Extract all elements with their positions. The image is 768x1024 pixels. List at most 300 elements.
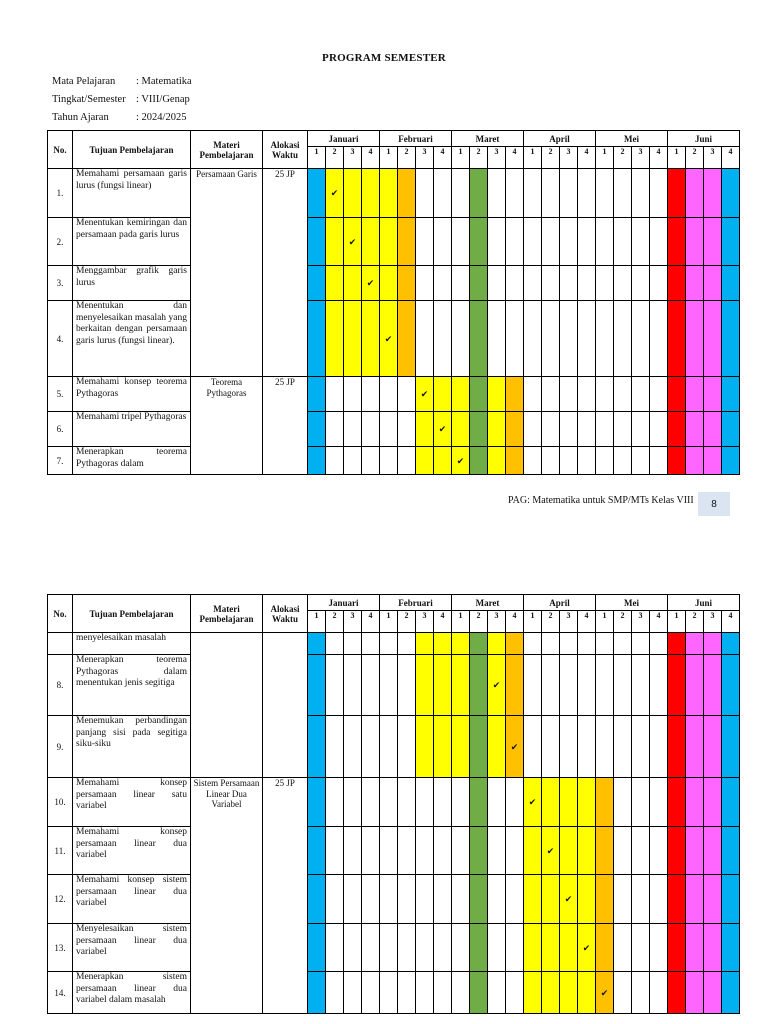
- check-icon: ✔: [456, 455, 465, 466]
- week-cell: [308, 972, 326, 1014]
- week-cell: [362, 301, 380, 377]
- week-cell: [596, 924, 614, 972]
- week-cell: [488, 924, 506, 972]
- week-cell: [596, 218, 614, 266]
- week-cell: [506, 827, 524, 875]
- week-cell: [362, 655, 380, 716]
- week-cell: [632, 301, 650, 377]
- week-cell: [452, 447, 470, 475]
- week-cell: [704, 412, 722, 447]
- week-header: 4: [650, 611, 668, 633]
- document-title: PROGRAM SEMESTER: [322, 52, 446, 64]
- week-cell: [380, 716, 398, 778]
- week-cell: [434, 924, 452, 972]
- month-header: Maret: [452, 131, 524, 147]
- week-cell: [488, 218, 506, 266]
- week-cell: [470, 827, 488, 875]
- week-header: 3: [560, 147, 578, 169]
- week-cell: [398, 412, 416, 447]
- week-cell: [524, 218, 542, 266]
- week-cell: [704, 924, 722, 972]
- week-cell: [344, 655, 362, 716]
- week-cell: [344, 218, 362, 266]
- week-cell: [398, 266, 416, 301]
- row-number: 14.: [48, 972, 73, 1014]
- week-header: 4: [362, 147, 380, 169]
- week-cell: [326, 301, 344, 377]
- week-cell: [614, 301, 632, 377]
- week-cell: [452, 633, 470, 655]
- week-header: 3: [416, 147, 434, 169]
- week-cell: [416, 412, 434, 447]
- week-cell: [686, 266, 704, 301]
- table-row: [48, 301, 740, 377]
- week-cell: [632, 169, 650, 218]
- program-table-page-9: [47, 594, 740, 1014]
- week-header: 1: [524, 611, 542, 633]
- week-cell: [308, 716, 326, 778]
- week-cell: [578, 169, 596, 218]
- week-cell: [596, 827, 614, 875]
- week-header: 4: [362, 611, 380, 633]
- week-cell: [506, 301, 524, 377]
- week-header: 3: [416, 611, 434, 633]
- week-cell: [722, 924, 740, 972]
- week-cell: [362, 447, 380, 475]
- row-number: 11.: [48, 827, 73, 875]
- week-cell: [308, 169, 326, 218]
- week-cell: [398, 633, 416, 655]
- week-cell: [632, 924, 650, 972]
- week-header: 4: [434, 147, 452, 169]
- week-cell: [596, 447, 614, 475]
- week-cell: [578, 377, 596, 412]
- week-cell: [380, 377, 398, 412]
- week-cell: [578, 827, 596, 875]
- week-cell: [650, 169, 668, 218]
- week-cell: [650, 778, 668, 827]
- week-cell: [506, 377, 524, 412]
- week-cell: [704, 169, 722, 218]
- week-cell: [596, 972, 614, 1014]
- month-header: Maret: [452, 595, 524, 611]
- check-icon: ✔: [420, 389, 429, 399]
- week-cell: [704, 301, 722, 377]
- week-cell: [686, 716, 704, 778]
- week-cell: [434, 633, 452, 655]
- week-cell: [704, 827, 722, 875]
- week-header: 2: [542, 147, 560, 169]
- week-cell: [488, 972, 506, 1014]
- row-number: 8.: [48, 655, 73, 716]
- table-row: [48, 169, 740, 218]
- week-cell: [650, 827, 668, 875]
- week-cell: [596, 377, 614, 412]
- check-icon: ✔: [564, 894, 573, 904]
- week-cell: [452, 377, 470, 412]
- week-header: 1: [596, 611, 614, 633]
- week-cell: [398, 447, 416, 475]
- week-cell: [614, 875, 632, 924]
- alokasi-cell: 25 JP: [263, 778, 308, 1014]
- table-row: [48, 716, 740, 778]
- table-row: [48, 875, 740, 924]
- week-cell: [524, 301, 542, 377]
- learning-objective: Memahami konsep sistem persamaan linear dua variabel: [73, 875, 191, 924]
- week-cell: [344, 447, 362, 475]
- week-cell: [578, 266, 596, 301]
- week-cell: [416, 827, 434, 875]
- check-icon: ✔: [510, 741, 519, 752]
- week-cell: [362, 266, 380, 301]
- week-header: 2: [614, 147, 632, 169]
- week-cell: [722, 972, 740, 1014]
- week-cell: [488, 266, 506, 301]
- week-cell: [380, 412, 398, 447]
- week-header: 1: [380, 147, 398, 169]
- week-cell: [704, 716, 722, 778]
- week-cell: [686, 169, 704, 218]
- week-cell: [308, 827, 326, 875]
- week-cell: [542, 301, 560, 377]
- month-header: April: [524, 131, 596, 147]
- week-cell: [560, 301, 578, 377]
- week-cell: [434, 377, 452, 412]
- week-cell: [632, 778, 650, 827]
- week-cell: [344, 875, 362, 924]
- week-cell: [506, 633, 524, 655]
- week-cell: [560, 266, 578, 301]
- week-cell: [704, 655, 722, 716]
- week-cell: [524, 655, 542, 716]
- meta-label: Mata Pelajaran: [52, 76, 116, 87]
- week-cell: [560, 924, 578, 972]
- week-cell: [344, 301, 362, 377]
- month-header: Juni: [668, 595, 740, 611]
- row-number: 10.: [48, 778, 73, 827]
- week-cell: [578, 875, 596, 924]
- week-cell: [344, 972, 362, 1014]
- week-cell: [722, 778, 740, 827]
- check-icon: ✔: [546, 845, 555, 856]
- check-icon: ✔: [330, 188, 339, 198]
- week-cell: [434, 266, 452, 301]
- week-cell: [668, 924, 686, 972]
- week-header: 4: [578, 147, 596, 169]
- week-cell: [308, 218, 326, 266]
- week-cell: [380, 218, 398, 266]
- header-materi: Materi Pembelajaran: [191, 595, 263, 633]
- week-cell: [362, 778, 380, 827]
- week-cell: [344, 412, 362, 447]
- week-cell: [560, 778, 578, 827]
- header-no: No.: [48, 595, 73, 633]
- row-number: 2.: [48, 218, 73, 266]
- week-cell: [614, 633, 632, 655]
- week-cell: [326, 924, 344, 972]
- week-cell: [398, 301, 416, 377]
- table-row: [48, 218, 740, 266]
- row-number: 9.: [48, 716, 73, 778]
- week-cell: [614, 412, 632, 447]
- week-cell: [506, 716, 524, 778]
- week-cell: [362, 875, 380, 924]
- week-cell: [614, 778, 632, 827]
- week-header: 2: [686, 147, 704, 169]
- week-cell: [596, 778, 614, 827]
- week-cell: [434, 169, 452, 218]
- week-cell: [596, 412, 614, 447]
- week-cell: [470, 377, 488, 412]
- week-cell: [434, 827, 452, 875]
- week-cell: [488, 716, 506, 778]
- header-alokasi: Alokasi Waktu: [263, 595, 308, 633]
- week-cell: [578, 218, 596, 266]
- week-cell: [722, 447, 740, 475]
- week-cell: [380, 655, 398, 716]
- row-number: 13.: [48, 924, 73, 972]
- week-header: 3: [632, 611, 650, 633]
- week-cell: [704, 266, 722, 301]
- week-cell: [578, 412, 596, 447]
- week-cell: [344, 924, 362, 972]
- week-cell: [344, 633, 362, 655]
- week-cell: [668, 875, 686, 924]
- week-cell: [488, 633, 506, 655]
- learning-objective: Menentukan kemiringan dan persamaan pada garis lurus: [73, 218, 191, 266]
- learning-objective: Memahami tripel Pythagoras: [73, 412, 191, 447]
- week-header: 2: [326, 611, 344, 633]
- week-cell: [524, 412, 542, 447]
- week-header: 3: [344, 611, 362, 633]
- week-cell: [506, 447, 524, 475]
- week-cell: [686, 218, 704, 266]
- week-header: 1: [308, 147, 326, 169]
- week-cell: [506, 169, 524, 218]
- week-cell: [614, 169, 632, 218]
- week-cell: [488, 827, 506, 875]
- week-cell: [632, 655, 650, 716]
- week-cell: [452, 875, 470, 924]
- footer-text: PAG: Matematika untuk SMP/MTs Kelas VIII: [508, 495, 694, 506]
- week-cell: [704, 875, 722, 924]
- week-cell: [650, 972, 668, 1014]
- table-row: [48, 377, 740, 412]
- week-header: 1: [668, 611, 686, 633]
- week-cell: [452, 412, 470, 447]
- header-tujuan: Tujuan Pembelajaran: [73, 595, 191, 633]
- learning-objective: Menerapkan teorema Pythagoras dalam menentukan jenis segitiga: [73, 655, 191, 716]
- week-cell: [344, 827, 362, 875]
- week-cell: [542, 447, 560, 475]
- week-header: 4: [578, 611, 596, 633]
- week-cell: [668, 972, 686, 1014]
- table-row: [48, 778, 740, 827]
- materi-cell: Sistem Persamaan Linear Dua Variabel: [191, 778, 263, 1014]
- week-cell: [668, 778, 686, 827]
- week-cell: [560, 972, 578, 1014]
- week-cell: [560, 412, 578, 447]
- week-cell: [650, 447, 668, 475]
- meta-label: Tingkat/Semester: [52, 94, 126, 105]
- month-header: Februari: [380, 131, 452, 147]
- week-cell: [398, 716, 416, 778]
- week-header: 3: [488, 611, 506, 633]
- week-cell: [326, 875, 344, 924]
- week-cell: [668, 218, 686, 266]
- week-cell: [632, 218, 650, 266]
- check-icon: ✔: [366, 278, 375, 288]
- month-header: Mei: [596, 595, 668, 611]
- week-cell: [686, 778, 704, 827]
- week-cell: [560, 633, 578, 655]
- week-cell: [686, 447, 704, 475]
- week-header: 2: [398, 611, 416, 633]
- row-number: 3.: [48, 266, 73, 301]
- row-number: 6.: [48, 412, 73, 447]
- week-cell: [380, 169, 398, 218]
- month-header: Februari: [380, 595, 452, 611]
- week-cell: [650, 266, 668, 301]
- week-cell: [578, 633, 596, 655]
- week-cell: [524, 633, 542, 655]
- week-cell: [452, 972, 470, 1014]
- week-header: 4: [506, 611, 524, 633]
- week-cell: [398, 655, 416, 716]
- week-cell: [524, 169, 542, 218]
- week-cell: [560, 218, 578, 266]
- week-cell: [560, 827, 578, 875]
- week-cell: [578, 716, 596, 778]
- materi-cell: [191, 633, 263, 778]
- learning-objective: Memahami konsep teorema Pythagoras: [73, 377, 191, 412]
- week-cell: [362, 377, 380, 412]
- header-materi: Materi Pembelajaran: [191, 131, 263, 169]
- check-icon: ✔: [528, 797, 537, 807]
- header-no: No.: [48, 131, 73, 169]
- week-cell: [380, 778, 398, 827]
- week-cell: [506, 924, 524, 972]
- week-header: 1: [308, 611, 326, 633]
- week-cell: [542, 716, 560, 778]
- header-row-months: [48, 595, 740, 611]
- week-cell: [308, 778, 326, 827]
- week-cell: [722, 655, 740, 716]
- week-cell: [542, 377, 560, 412]
- week-cell: [416, 716, 434, 778]
- week-cell: [416, 447, 434, 475]
- week-header: 1: [380, 611, 398, 633]
- week-cell: [344, 778, 362, 827]
- week-header: 4: [434, 611, 452, 633]
- week-cell: [398, 972, 416, 1014]
- week-cell: [632, 972, 650, 1014]
- week-cell: [614, 972, 632, 1014]
- week-cell: [344, 169, 362, 218]
- week-cell: [326, 169, 344, 218]
- week-cell: [686, 827, 704, 875]
- week-cell: [560, 169, 578, 218]
- week-cell: [524, 875, 542, 924]
- week-cell: [542, 266, 560, 301]
- meta-value: : 2024/2025: [136, 112, 187, 123]
- week-header: 3: [344, 147, 362, 169]
- week-cell: [488, 301, 506, 377]
- week-cell: [668, 633, 686, 655]
- week-cell: [452, 716, 470, 778]
- week-cell: [668, 412, 686, 447]
- week-cell: [650, 633, 668, 655]
- week-cell: [542, 218, 560, 266]
- week-cell: [308, 266, 326, 301]
- week-cell: [434, 875, 452, 924]
- week-cell: [470, 924, 488, 972]
- week-cell: [614, 447, 632, 475]
- week-cell: [506, 972, 524, 1014]
- week-cell: [596, 301, 614, 377]
- week-cell: [488, 875, 506, 924]
- meta-row-subject: [52, 73, 192, 91]
- week-header: 4: [722, 147, 740, 169]
- week-header: 3: [632, 147, 650, 169]
- week-cell: [632, 633, 650, 655]
- learning-objective: menyelesaikan masalah: [73, 633, 191, 655]
- week-cell: [416, 633, 434, 655]
- week-cell: [524, 377, 542, 412]
- week-cell: [542, 924, 560, 972]
- row-number: 5.: [48, 377, 73, 412]
- week-cell: [326, 778, 344, 827]
- week-cell: [650, 218, 668, 266]
- week-cell: [560, 447, 578, 475]
- learning-objective: Memahami persamaan garis lurus (fungsi linear): [73, 169, 191, 218]
- week-cell: [488, 169, 506, 218]
- week-cell: [308, 301, 326, 377]
- week-cell: [398, 377, 416, 412]
- week-cell: [704, 447, 722, 475]
- week-cell: [632, 412, 650, 447]
- week-cell: [632, 377, 650, 412]
- table-row: [48, 827, 740, 875]
- week-cell: [308, 412, 326, 447]
- week-cell: [722, 716, 740, 778]
- week-cell: [362, 716, 380, 778]
- alokasi-cell: [263, 633, 308, 778]
- week-cell: [650, 655, 668, 716]
- check-icon: ✔: [492, 680, 501, 690]
- week-cell: [542, 169, 560, 218]
- table-row: [48, 655, 740, 716]
- week-cell: [398, 169, 416, 218]
- week-cell: [668, 169, 686, 218]
- week-cell: [506, 412, 524, 447]
- week-cell: [308, 875, 326, 924]
- table-row: [48, 633, 740, 655]
- week-cell: [542, 827, 560, 875]
- learning-objective: Menerapkan teorema Pythagoras dalam: [73, 447, 191, 475]
- week-cell: [596, 716, 614, 778]
- learning-objective: Menentukan dan menyelesaikan masalah yang berkaitan dengan persamaan garis lurus (fungsi linear).: [73, 301, 191, 377]
- week-cell: [362, 972, 380, 1014]
- week-cell: [326, 447, 344, 475]
- week-cell: [326, 633, 344, 655]
- week-cell: [452, 301, 470, 377]
- week-cell: [722, 169, 740, 218]
- week-cell: [416, 924, 434, 972]
- week-cell: [542, 655, 560, 716]
- week-cell: [326, 716, 344, 778]
- week-cell: [614, 655, 632, 716]
